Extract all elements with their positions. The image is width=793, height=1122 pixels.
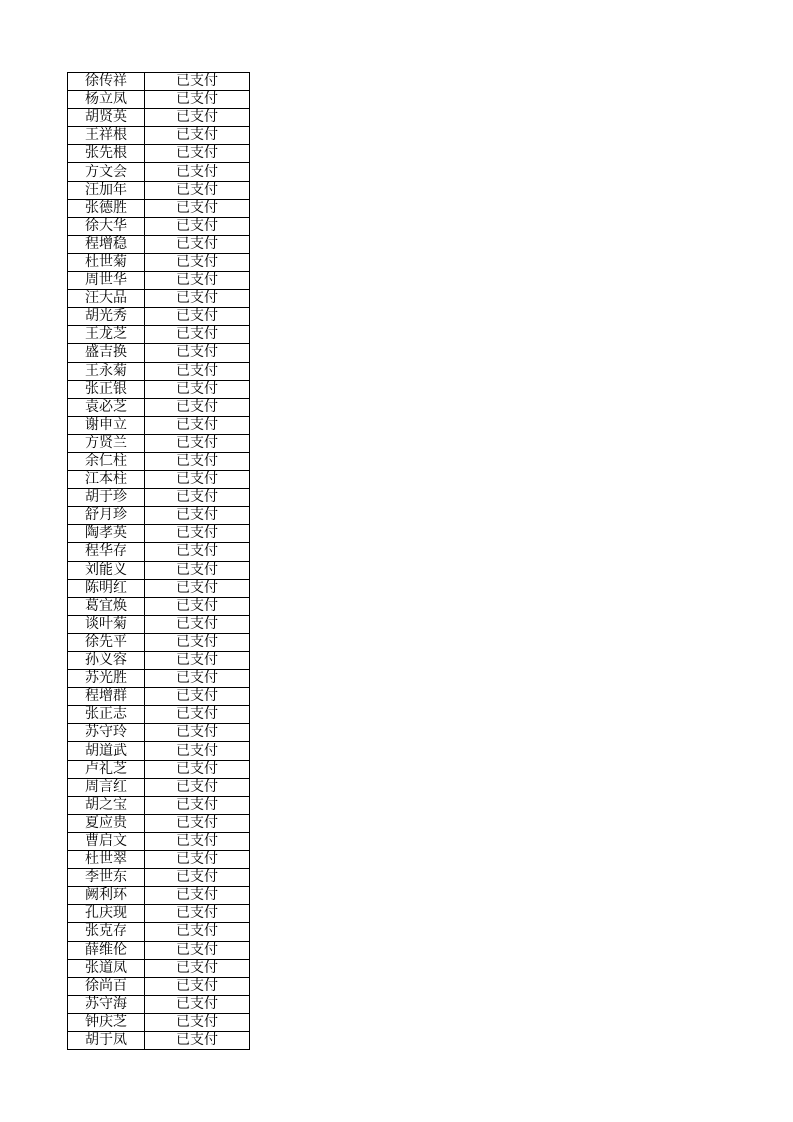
payment-status-cell: 已支付	[145, 235, 250, 253]
payment-status-cell: 已支付	[145, 181, 250, 199]
table-row	[68, 905, 250, 923]
table-row	[68, 489, 250, 507]
name-cell: 张正银	[68, 380, 145, 398]
name-cell: 苏守海	[68, 995, 145, 1013]
name-cell: 苏光胜	[68, 670, 145, 688]
payment-status-cell: 已支付	[145, 706, 250, 724]
payment-status-cell: 已支付	[145, 452, 250, 470]
name-cell: 孔庆现	[68, 905, 145, 923]
payment-status-cell: 已支付	[145, 670, 250, 688]
name-cell: 胡于凤	[68, 1031, 145, 1049]
payment-status-cell: 已支付	[145, 91, 250, 109]
name-cell: 周言红	[68, 778, 145, 796]
payment-status-cell: 已支付	[145, 471, 250, 489]
table-row	[68, 851, 250, 869]
name-cell: 陈明红	[68, 579, 145, 597]
payment-status-cell: 已支付	[145, 507, 250, 525]
name-cell: 张先根	[68, 145, 145, 163]
table-row	[68, 362, 250, 380]
table-row	[68, 73, 250, 91]
name-cell: 徐大华	[68, 217, 145, 235]
table-row	[68, 308, 250, 326]
table-row	[68, 1013, 250, 1031]
name-cell: 胡于珍	[68, 489, 145, 507]
payment-status-cell: 已支付	[145, 977, 250, 995]
payment-status-cell: 已支付	[145, 145, 250, 163]
payment-status-cell: 已支付	[145, 489, 250, 507]
name-cell: 程华存	[68, 543, 145, 561]
name-cell: 张德胜	[68, 199, 145, 217]
name-cell: 汪加年	[68, 181, 145, 199]
name-cell: 孙义容	[68, 652, 145, 670]
name-cell: 胡贤英	[68, 109, 145, 127]
table-row	[68, 434, 250, 452]
name-cell: 葛宜焕	[68, 597, 145, 615]
table-row	[68, 724, 250, 742]
name-cell: 汪大品	[68, 290, 145, 308]
payment-status-cell: 已支付	[145, 615, 250, 633]
name-cell: 方贤兰	[68, 434, 145, 452]
table-row	[68, 398, 250, 416]
table-row	[68, 525, 250, 543]
payment-status-cell: 已支付	[145, 290, 250, 308]
table-row	[68, 706, 250, 724]
payment-status-cell: 已支付	[145, 109, 250, 127]
payment-status-cell: 已支付	[145, 344, 250, 362]
table-row	[68, 941, 250, 959]
payment-status-cell: 已支付	[145, 742, 250, 760]
name-cell: 胡道武	[68, 742, 145, 760]
table-row	[68, 832, 250, 850]
payment-status-cell: 已支付	[145, 163, 250, 181]
table-row	[68, 217, 250, 235]
table-row	[68, 633, 250, 651]
name-cell: 徐尚百	[68, 977, 145, 995]
table-row	[68, 416, 250, 434]
payment-status-cell: 已支付	[145, 796, 250, 814]
table-row	[68, 959, 250, 977]
payment-status-cell: 已支付	[145, 851, 250, 869]
payment-status-cell: 已支付	[145, 561, 250, 579]
payment-table	[67, 72, 250, 1050]
name-cell: 刘能义	[68, 561, 145, 579]
table-row	[68, 615, 250, 633]
payment-status-cell: 已支付	[145, 633, 250, 651]
name-cell: 张道凤	[68, 959, 145, 977]
table-row	[68, 91, 250, 109]
payment-status-cell: 已支付	[145, 724, 250, 742]
table-row	[68, 579, 250, 597]
payment-status-cell: 已支付	[145, 217, 250, 235]
payment-status-cell: 已支付	[145, 434, 250, 452]
payment-status-cell: 已支付	[145, 869, 250, 887]
payment-status-cell: 已支付	[145, 362, 250, 380]
name-cell: 方文会	[68, 163, 145, 181]
table-row	[68, 163, 250, 181]
payment-status-cell: 已支付	[145, 652, 250, 670]
name-cell: 王祥根	[68, 127, 145, 145]
payment-status-cell: 已支付	[145, 905, 250, 923]
name-cell: 余仁柱	[68, 452, 145, 470]
payment-status-cell: 已支付	[145, 380, 250, 398]
payment-status-cell: 已支付	[145, 253, 250, 271]
payment-status-cell: 已支付	[145, 814, 250, 832]
payment-status-cell: 已支付	[145, 525, 250, 543]
table-row	[68, 235, 250, 253]
table-row	[68, 181, 250, 199]
table-row	[68, 452, 250, 470]
payment-status-cell: 已支付	[145, 543, 250, 561]
name-cell: 胡光秀	[68, 308, 145, 326]
name-cell: 袁必芝	[68, 398, 145, 416]
table-row	[68, 742, 250, 760]
table-row	[68, 272, 250, 290]
name-cell: 江本柱	[68, 471, 145, 489]
table-row	[68, 670, 250, 688]
name-cell: 张正志	[68, 706, 145, 724]
name-cell: 钟庆芝	[68, 1013, 145, 1031]
payment-status-cell: 已支付	[145, 941, 250, 959]
payment-status-cell: 已支付	[145, 199, 250, 217]
table-row	[68, 597, 250, 615]
table-row	[68, 543, 250, 561]
table-row	[68, 507, 250, 525]
table-row	[68, 923, 250, 941]
table-row	[68, 127, 250, 145]
payment-status-cell: 已支付	[145, 959, 250, 977]
table-row	[68, 344, 250, 362]
table-row	[68, 814, 250, 832]
name-cell: 舒月珍	[68, 507, 145, 525]
name-cell: 胡之宝	[68, 796, 145, 814]
name-cell: 谈叶菊	[68, 615, 145, 633]
payment-status-cell: 已支付	[145, 760, 250, 778]
payment-status-cell: 已支付	[145, 398, 250, 416]
name-cell: 曹启文	[68, 832, 145, 850]
table-row	[68, 652, 250, 670]
name-cell: 周世华	[68, 272, 145, 290]
name-cell: 杜世翠	[68, 851, 145, 869]
payment-status-cell: 已支付	[145, 127, 250, 145]
name-cell: 陶孝英	[68, 525, 145, 543]
table-row	[68, 290, 250, 308]
name-cell: 程增群	[68, 688, 145, 706]
name-cell: 徐先平	[68, 633, 145, 651]
table-row	[68, 995, 250, 1013]
payment-status-cell: 已支付	[145, 416, 250, 434]
payment-status-cell: 已支付	[145, 1013, 250, 1031]
table-row	[68, 561, 250, 579]
table-row	[68, 145, 250, 163]
table-row	[68, 380, 250, 398]
name-cell: 卢礼芝	[68, 760, 145, 778]
payment-status-cell: 已支付	[145, 308, 250, 326]
payment-status-cell: 已支付	[145, 579, 250, 597]
name-cell: 阙利环	[68, 887, 145, 905]
table-row	[68, 199, 250, 217]
name-cell: 薛维伦	[68, 941, 145, 959]
payment-status-cell: 已支付	[145, 326, 250, 344]
table-row	[68, 977, 250, 995]
name-cell: 夏应贵	[68, 814, 145, 832]
table-row	[68, 869, 250, 887]
table-row	[68, 778, 250, 796]
payment-status-cell: 已支付	[145, 995, 250, 1013]
name-cell: 程增稳	[68, 235, 145, 253]
payment-status-cell: 已支付	[145, 272, 250, 290]
payment-status-cell: 已支付	[145, 597, 250, 615]
name-cell: 盛吉换	[68, 344, 145, 362]
table-row	[68, 109, 250, 127]
table-row	[68, 887, 250, 905]
name-cell: 王永菊	[68, 362, 145, 380]
table-row	[68, 796, 250, 814]
payment-status-cell: 已支付	[145, 1031, 250, 1049]
table-row	[68, 471, 250, 489]
name-cell: 李世东	[68, 869, 145, 887]
table-row	[68, 688, 250, 706]
name-cell: 杨立凤	[68, 91, 145, 109]
table-row	[68, 326, 250, 344]
payment-table-body	[68, 73, 250, 1050]
name-cell: 张克存	[68, 923, 145, 941]
table-row	[68, 1031, 250, 1049]
payment-status-cell: 已支付	[145, 923, 250, 941]
payment-status-cell: 已支付	[145, 887, 250, 905]
payment-status-cell: 已支付	[145, 73, 250, 91]
name-cell: 谢申立	[68, 416, 145, 434]
name-cell: 苏守玲	[68, 724, 145, 742]
name-cell: 王龙芝	[68, 326, 145, 344]
payment-status-cell: 已支付	[145, 832, 250, 850]
payment-status-cell: 已支付	[145, 688, 250, 706]
table-row	[68, 760, 250, 778]
name-cell: 徐传祥	[68, 73, 145, 91]
table-row	[68, 253, 250, 271]
name-cell: 杜世菊	[68, 253, 145, 271]
payment-status-cell: 已支付	[145, 778, 250, 796]
